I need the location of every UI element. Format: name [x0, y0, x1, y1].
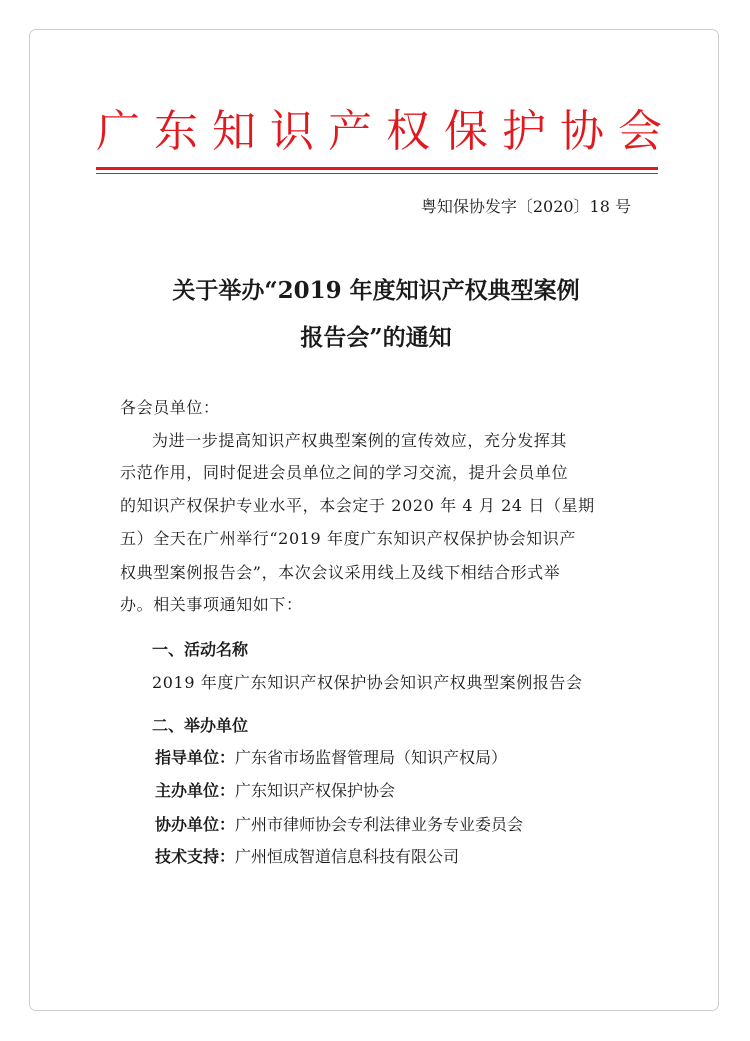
- notice-title-line-2: 报告会”的通知: [300, 324, 452, 351]
- organizer-co-host-unit: [155, 814, 523, 836]
- organization-letterhead: 广东知识产权保护协会: [96, 106, 676, 157]
- notice-title-line-1: 关于举办“2019 年度知识产权典型案例: [172, 277, 580, 304]
- organizer-label: 主办单位：: [155, 781, 236, 800]
- paragraph-line: 权典型案例报告会”，本次会议采用线上及线下相结合形式举: [120, 563, 561, 582]
- paragraph-line: 五）全天在广州举行“2019 年度广东知识产权保护协会知识产: [120, 529, 576, 548]
- letterhead-rule-thin: [96, 173, 658, 174]
- organizer-host-unit: [155, 780, 395, 802]
- organizer-guiding-unit: [155, 747, 507, 769]
- organizer-label: 协办单位：: [155, 815, 236, 834]
- paragraph-line: 办。相关事项通知如下：: [120, 595, 303, 614]
- organizer-value: 广州市律师协会专利法律业务专业委员会: [235, 815, 524, 834]
- activity-name: 2019 年度广东知识产权保护协会知识产权典型案例报告会: [152, 673, 583, 692]
- section-heading-organizers: 二、举办单位: [152, 716, 249, 735]
- organizer-tech-support: [155, 846, 459, 868]
- organizer-label: 指导单位：: [155, 748, 236, 767]
- document-number: 粤知保协发字〔2020〕18 号: [420, 197, 631, 216]
- salutation: 各会员单位：: [120, 398, 220, 417]
- paragraph-line: 为进一步提高知识产权典型案例的宣传效应，充分发挥其: [152, 431, 568, 450]
- letterhead-rule-thick: [96, 167, 658, 170]
- paragraph-line: 示范作用，同时促进会员单位之间的学习交流，提升会员单位: [120, 463, 569, 482]
- section-heading-activity-name: 一、活动名称: [152, 640, 249, 659]
- organizer-value: 广东省市场监督管理局（知识产权局）: [235, 748, 508, 767]
- organizer-label: 技术支持：: [155, 847, 236, 866]
- paragraph-line: 的知识产权保护专业水平，本会定于 2020 年 4 月 24 日（星期: [120, 496, 595, 515]
- organizer-value: 广东知识产权保护协会: [235, 781, 396, 800]
- organizer-value: 广州恒成智道信息科技有限公司: [235, 847, 460, 866]
